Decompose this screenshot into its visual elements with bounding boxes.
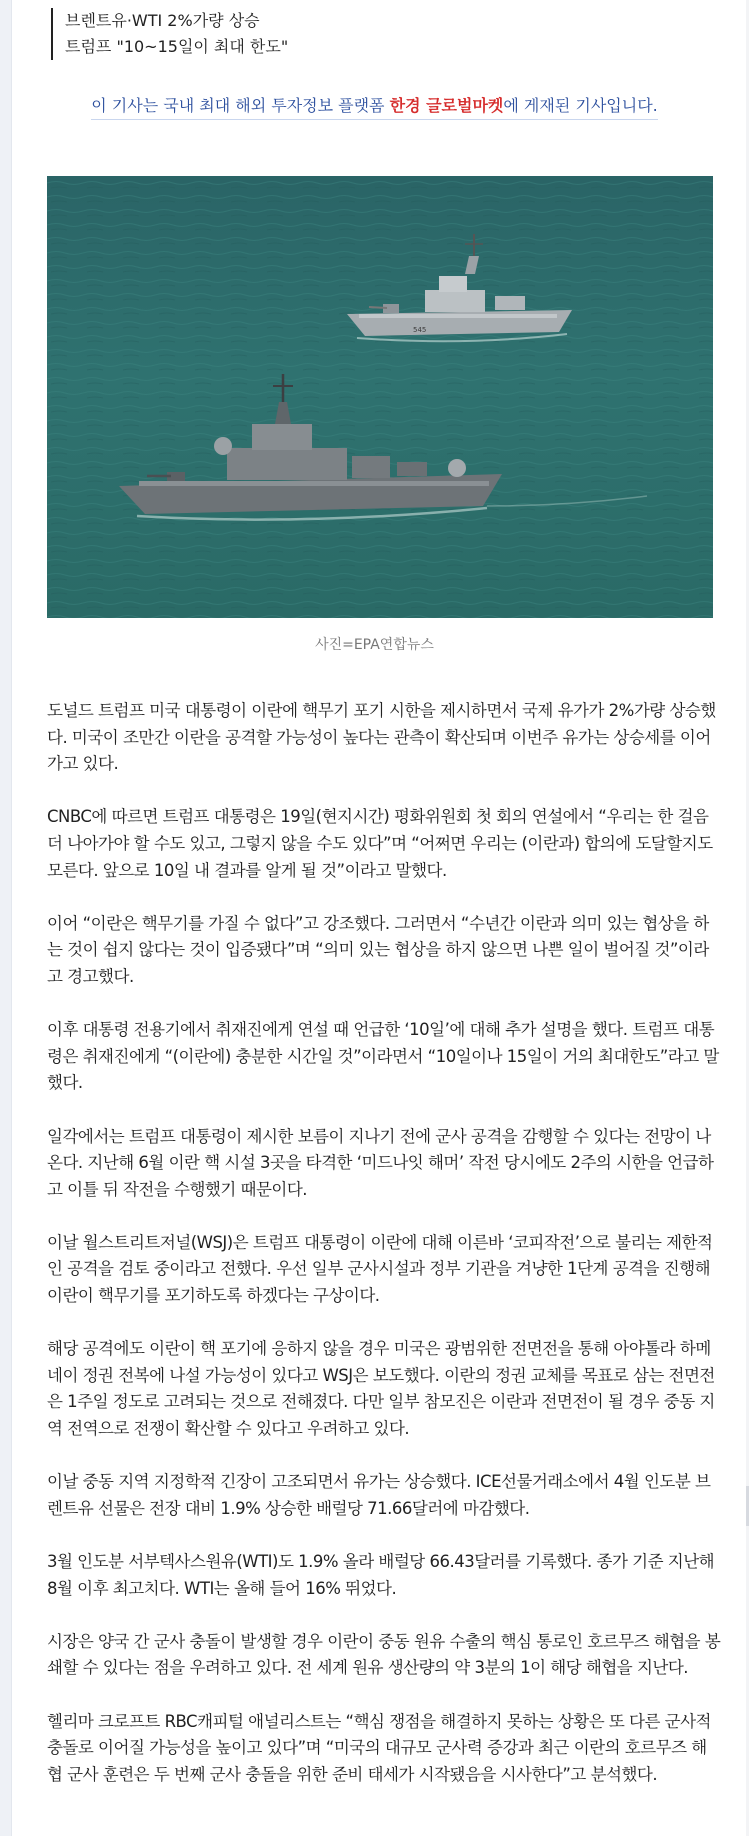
paragraph xyxy=(47,1469,713,1522)
paragraph-line: 온다. 지난해 6월 이란 핵 시설 3곳을 타격한 ‘미드나잇 해머’ 작전 당시에도 2주의 시한을 언급하 xyxy=(47,1153,714,1173)
global-market-link[interactable]: 한경 글로벌마켓 xyxy=(389,96,504,115)
paragraph-line: 고 경고했다. xyxy=(47,966,134,986)
paragraph-line: 이란이 핵무기를 포기하도록 하겠다는 구상이다. xyxy=(47,1286,380,1306)
paragraph-line: 렌트유 선물은 전장 대비 1.9% 상승한 배럴당 71.66달러에 마감했다. xyxy=(47,1498,530,1518)
paragraph-line: 이날 월스트리트저널(WSJ)은 트럼프 대통령이 이란에 대해 이른바 ‘코피작전’으로 불리는 제한적 xyxy=(47,1232,713,1252)
paragraph-line: 일각에서는 트럼프 대통령이 제시한 보름이 지나기 전에 군사 공격을 감행할 수 있다는 전망이 나 xyxy=(47,1126,711,1146)
paragraph-line: 모른다. 앞으로 10일 내 결과를 알게 될 것”이라고 말했다. xyxy=(47,860,447,880)
hull-number: 545 xyxy=(413,326,427,334)
paragraph-line: 충돌로 이어질 가능성을 높이고 있다”며 “미국의 대규모 군사력 증강과 최근 이란의 호르무즈 해 xyxy=(47,1738,707,1758)
paragraph-line: 네이 정권 전복에 나설 가능성이 있다고 WSJ은 보도했다. 이란의 정권 교체를 목표로 삼는 전면전 xyxy=(47,1365,715,1385)
paragraph-line: 이날 중동 지역 지정학적 긴장이 고조되면서 유가는 상승했다. ICE선물거래소에서 4월 인도분 브 xyxy=(47,1472,711,1492)
paragraph xyxy=(47,1709,713,1789)
subheading-trump: 트럼프 "10~15일이 최대 한도" xyxy=(65,37,289,56)
paragraph-line: 이어 “이란은 핵무기를 가질 수 없다”고 강조했다. 그러면서 “수년간 이란과 의미 있는 협상을 하 xyxy=(47,913,709,933)
paragraph-line: 고 이틀 뒤 작전을 수행했기 때문이다. xyxy=(47,1179,308,1199)
photo-caption: 사진=EPA연합뉴스 xyxy=(315,637,434,653)
paragraph xyxy=(47,804,713,884)
paragraph-line: 는 것이 쉽지 않다는 것이 입증됐다”며 “의미 있는 협상을 하지 않으면 나쁜 일이 벌어질 것”이라 xyxy=(47,940,709,960)
article-subheadings xyxy=(51,8,288,60)
article-body xyxy=(47,698,721,1815)
paragraph-line: 8월 이후 최고치다. WTI는 올해 들어 16% 뛰었다. xyxy=(47,1578,397,1598)
republish-notice xyxy=(0,95,749,120)
paragraph-line: 은 1주일 정도로 고려되는 것으로 전해졌다. 다만 일부 참모진은 이란과 전면전이 될 경우 중동 지 xyxy=(47,1392,715,1412)
republish-notice-text: 이 기사는 국내 최대 해외 투자정보 플랫폼 xyxy=(91,96,390,115)
paragraph-line: 시장은 양국 간 군사 충돌이 발생할 경우 이란이 중동 원유 수출의 핵심 통로인 호르무즈 해협을 봉 xyxy=(47,1631,721,1651)
paragraph-line: 헬리마 크로프트 RBC캐피털 애널리스트는 “핵심 쟁점을 해결하지 못하는 상황은 또 다른 군사적 xyxy=(47,1711,711,1731)
paragraph-line: 협 군사 훈련은 두 번째 군사 충돌을 위한 준비 태세가 시작됐음을 시사한다”고 분석했다. xyxy=(47,1764,658,1784)
paragraph xyxy=(47,698,716,778)
republish-notice-suffix: 에 게재된 기사입니다. xyxy=(503,96,658,115)
paragraph xyxy=(47,1017,719,1097)
paragraph-line: 도널드 트럼프 미국 대통령이 이란에 핵무기 포기 시한을 제시하면서 국제 유가가 2%가량 상승했 xyxy=(47,701,716,720)
paragraph-line: 다. 미국이 조만간 이란을 공격할 가능성이 높다는 관측이 확산되며 이번주 유가는 상승세를 이어 xyxy=(47,727,711,747)
paragraph-line: 역 전역으로 전쟁이 확산할 수 있다고 우려하고 있다. xyxy=(47,1419,410,1439)
paragraph-line: 했다. xyxy=(47,1073,83,1093)
left-rail xyxy=(0,0,12,1836)
subheading-oil: 브렌트유·WTI 2%가량 상승 xyxy=(65,11,260,30)
paragraph xyxy=(47,1549,713,1602)
paragraph-line: 3월 인도분 서부텍사스원유(WTI)도 1.9% 올라 배럴당 66.43달러를 기록했다. 종가 기준 지난해 xyxy=(47,1552,715,1571)
paragraph-line: 쇄할 수 있다는 점을 우려하고 있다. 전 세계 원유 생산량의 약 3분의 1이 해당 해협을 지난다. xyxy=(47,1658,689,1678)
paragraph-line: 해당 공격에도 이란이 핵 포기에 응하지 않을 경우 미국은 광범위한 전면전을 통해 아야톨라 하메 xyxy=(47,1339,711,1359)
paragraph xyxy=(47,1230,713,1310)
paragraph xyxy=(47,1336,713,1442)
paragraph-line: 령은 취재진에게 “(이란에) 충분한 시간일 것”이라면서 “10일이나 15일이 거의 최대한도”라고 말 xyxy=(47,1046,719,1066)
paragraph-line: 이후 대통령 전용기에서 취재진에게 연설 때 언급한 ‘10일’에 대해 추가 설명을 했다. 트럼프 대통 xyxy=(47,1020,715,1040)
paragraph-line: 인 공격을 검토 중이라고 전했다. 우선 일부 군사시설과 정부 기관을 겨냥한 1단계 공격을 진행해 xyxy=(47,1259,711,1279)
paragraph-line: CNBC에 따르면 트럼프 대통령은 19일(현지시간) 평화위원회 첫 회의 연설에서 “우리는 한 걸음 xyxy=(47,807,709,827)
paragraph xyxy=(47,911,713,991)
article-photo xyxy=(47,176,713,618)
paragraph xyxy=(47,1629,721,1682)
paragraph-line: 가고 있다. xyxy=(47,754,119,774)
paragraph-line: 더 나아가야 할 수도 있고, 그렇지 않을 수도 있다”며 “어쩌면 우리는 (이란과) 합의에 도달할지도 xyxy=(47,833,713,853)
paragraph xyxy=(47,1124,713,1204)
